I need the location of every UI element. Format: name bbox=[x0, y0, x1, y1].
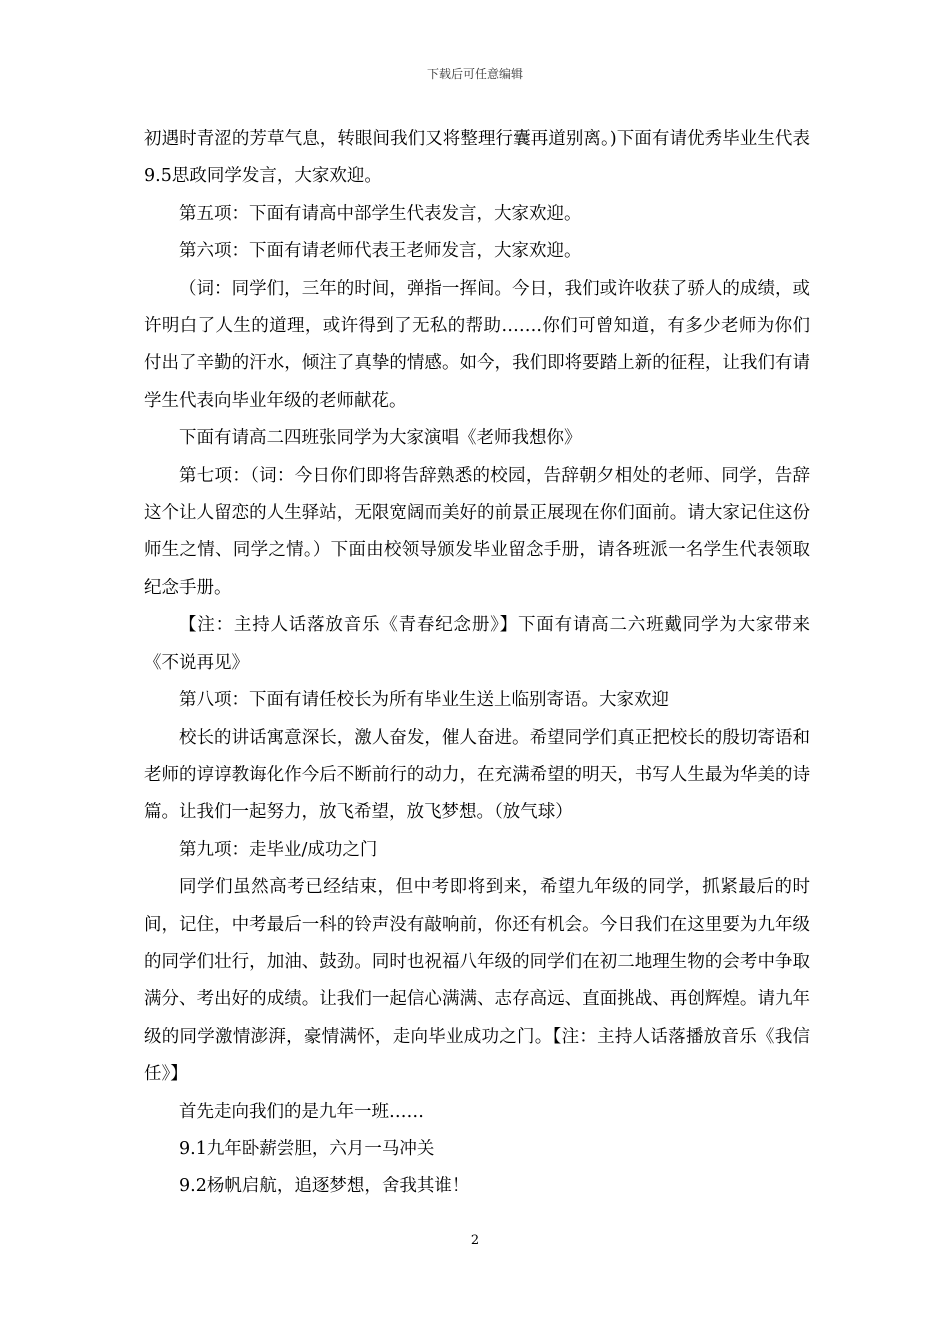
paragraph-teacher-speech: （词：同学们，三年的时间，弹指一挥间。今日，我们或许收获了骄人的成绩，或许明白了人生的道理，或许得到了无私的帮助…….你们可曾知道，有多少老师为你们付出了辛勤的汗水，倾注了真挚的情感。如今，我们即将要踏上新的征程，让我们有请学生代表向毕业年级的老师献花。 bbox=[144, 278, 810, 411]
paragraph-note-music-1: 【注：主持人话落放音乐《青春纪念册》】下面有请高二六班戴同学为大家带来《不说再见》 bbox=[144, 615, 810, 673]
paragraph-item-6: 第六项：下面有请老师代表王老师发言，大家欢迎。 bbox=[179, 241, 582, 262]
paragraph-item-7: 第七项：（词：今日你们即将告辞熟悉的校园，告辞朝夕相处的老师、同学，告辞这个让人留恋的人生驿站，无限宽阔而美好的前景正展现在你们面前。请大家记住这份师生之情、同学之情。）下面由校领导颁发毕业留念手册，请各班派一名学生代表领取纪念手册。 bbox=[144, 465, 810, 598]
paragraph-class-9-1: 9.1九年卧薪尝胆，六月一马冲关 bbox=[179, 1138, 435, 1159]
paragraph-item-8: 第八项：下面有请任校长为所有毕业生送上临别寄语。大家欢迎 bbox=[179, 690, 669, 711]
paragraph-class-9-2: 9.2杨帆启航，追逐梦想，舍我其谁！ bbox=[179, 1176, 470, 1197]
paragraph-item-5: 第五项：下面有请高中部学生代表发言，大家欢迎。 bbox=[179, 203, 582, 224]
page-header: 下载后可任意编辑 bbox=[426, 67, 523, 81]
paragraph-principal-speech: 校长的讲话寓意深长，激人奋发，催人奋进。希望同学们真正把校长的殷切寄语和老师的谆谆教诲化作今后不断前行的动力，在充满希望的明天，书写人生最为华美的诗篇。让我们一起努力，放飞希望，放飞梦想。（放气球） bbox=[144, 727, 810, 823]
paragraph-item-9: 第九项：走毕业/成功之门 bbox=[179, 839, 378, 860]
paragraph-song-1: 下面有请高二四班张同学为大家演唱《老师我想你》 bbox=[179, 428, 582, 449]
document-body bbox=[144, 121, 810, 1206]
paragraph-encouragement: 同学们虽然高考已经结束，但中考即将到来，希望九年级的同学，抓紧最后的时间，记住，中考最后一科的铃声没有敲响前，你还有机会。今日我们在这里要为九年级的同学们壮行，加油、鼓劲。同时也祝福八年级的同学们在初二地理生物的会考中争取满分、考出好的成绩。让我们一起信心满满、志存高远、直面挑战、再创辉煌。请九年级的同学激情澎湃，豪情满怀，走向毕业成功之门。【注：主持人话落播放音乐《我信任》】 bbox=[144, 877, 810, 1085]
paragraph-first-class: 首先走向我们的是九年一班…… bbox=[179, 1101, 424, 1122]
paragraph-continuation: 初遇时青涩的芳草气息，转眼间我们又将整理行囊再道别离。)下面有请优秀毕业生代表9.5思政同学发言，大家欢迎。 bbox=[144, 129, 810, 187]
page-number: 2 bbox=[470, 1233, 480, 1248]
